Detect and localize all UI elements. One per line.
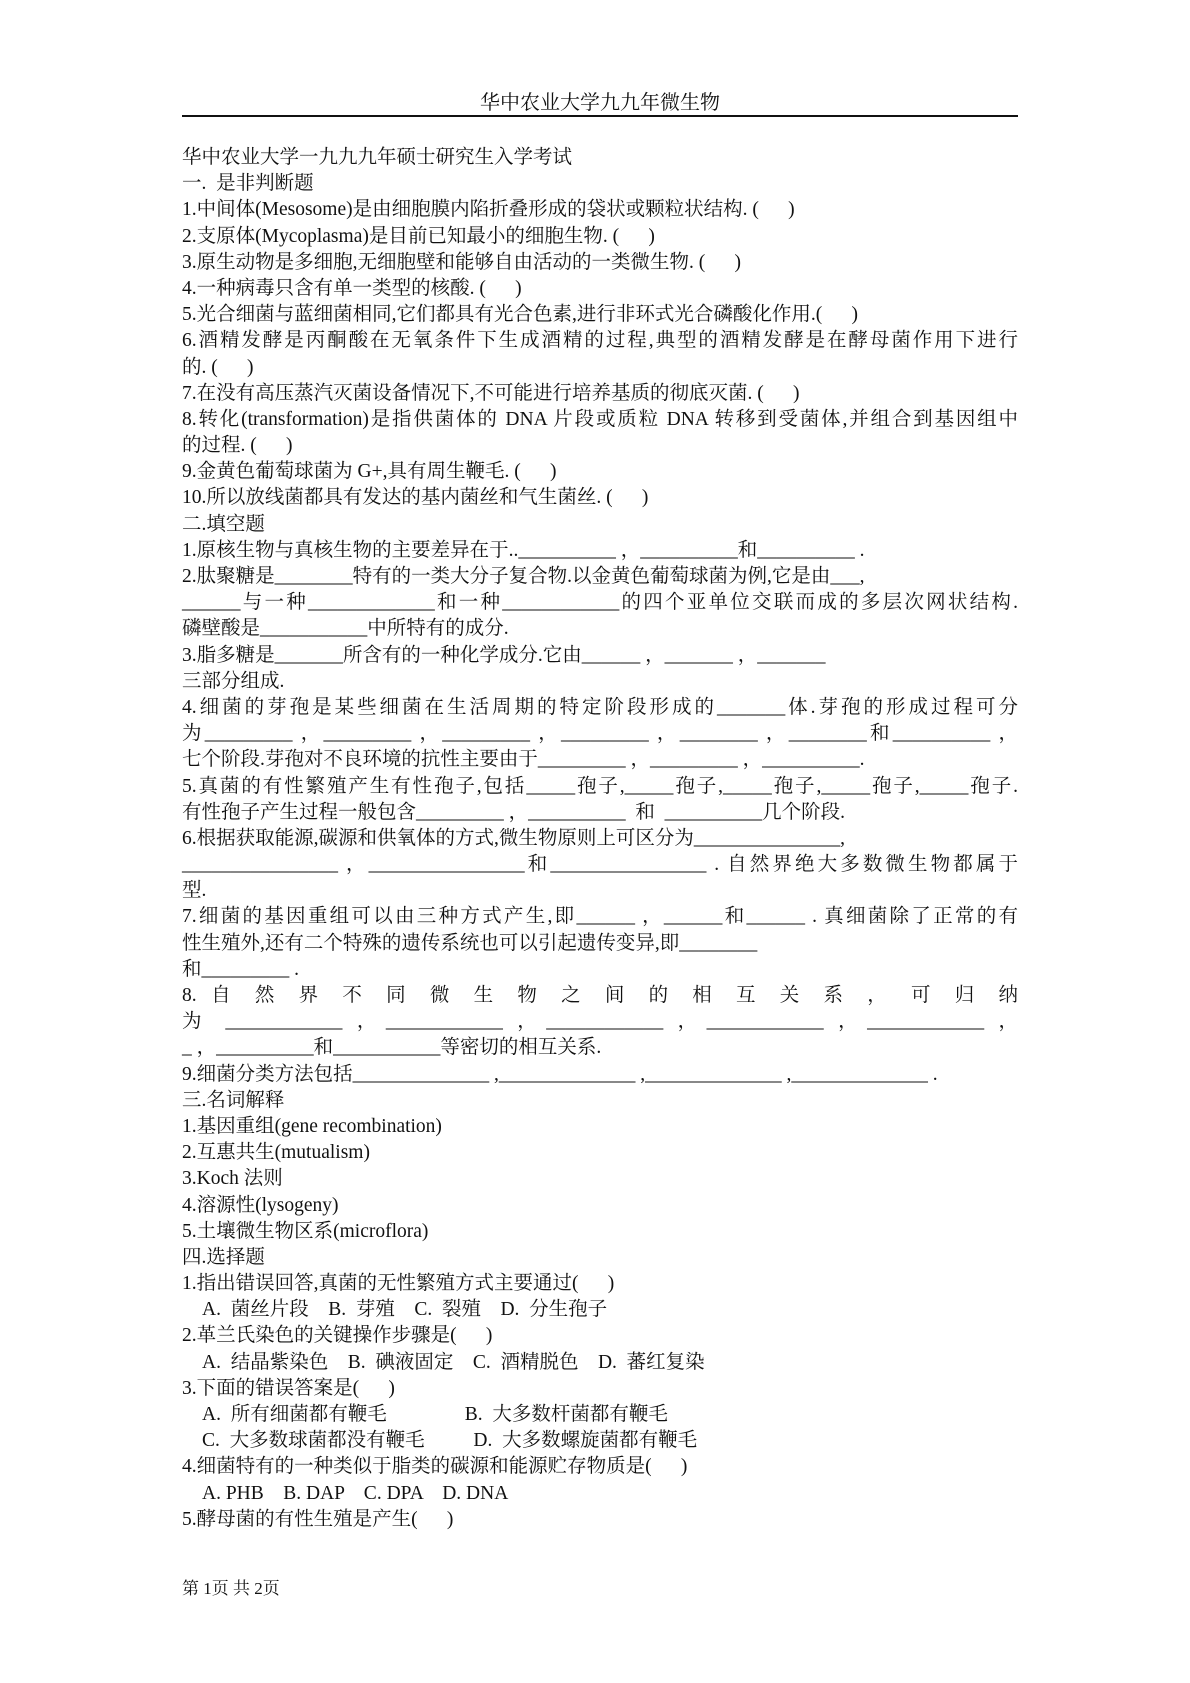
- text-line: 2.革兰氏染色的关键操作步骤是( ): [182, 1325, 493, 1347]
- text-line: 10.所以放线菌都具有发达的基内菌丝和气生菌丝. ( ): [182, 487, 649, 509]
- text-line: 9.金黄色葡萄球菌为 G+,具有周生鞭毛. ( ): [182, 461, 557, 483]
- text-line: 1.基因重组(gene recombination): [182, 1115, 442, 1137]
- text-line: 为_________ ，_________ ，_________ ，_________ ，________ ，________和__________ ，: [182, 723, 1018, 745]
- text-line: 3.Koch 法则: [182, 1168, 283, 1190]
- text-line: 2.支原体(Mycoplasma)是目前已知最小的细胞生物. ( ): [182, 225, 655, 247]
- text-line: 8.转化(transformation)是指供菌体的 DNA 片段或质粒 DNA 转移到受菌体,并组合到基因组中: [182, 408, 1018, 430]
- text-line: 三部分组成.: [182, 670, 285, 692]
- page-header-title: 华中农业大学九九年微生物: [480, 92, 720, 114]
- header-rule: [182, 115, 1018, 117]
- text-line: 6.酒精发酵是丙酮酸在无氧条件下生成酒精的过程,典型的酒精发酵是在酵母菌作用下进行: [182, 330, 1018, 352]
- text-line: 有性孢子产生过程一般包含_________ ，__________ 和 __________几个阶段.: [182, 801, 846, 823]
- text-line: _ ，__________和___________等密切的相互关系.: [182, 1037, 602, 1059]
- text-line: 二.填空题: [182, 513, 265, 535]
- text-line: 的. ( ): [182, 356, 254, 378]
- text-line: 5.真菌的有性繁殖产生有性孢子,包括_____孢子,_____孢子,_____孢子,_____孢子,_____孢子.: [182, 775, 1018, 797]
- text-line: 和_________ .: [182, 958, 300, 980]
- text-line: 4.细菌特有的一种类似于脂类的碳源和能源贮存物质是( ): [182, 1456, 688, 1478]
- text-line: 2.肽聚糖是________特有的一类大分子复合物.以金黄色葡萄球菌为例,它是由___,: [182, 566, 865, 587]
- text-line: 的过程. ( ): [182, 435, 293, 457]
- text-line: 5.光合细菌与蓝细菌相同,它们都具有光合色素,进行非环式光合磷酸化作用.( ): [182, 304, 858, 326]
- text-line: 一. 是非判断题: [182, 173, 314, 195]
- text-line: 七个阶段.芽孢对不良环境的抗性主要由于_________ ，_________ ，__________.: [182, 749, 865, 771]
- text-line: C. 大多数球菌都没有鞭毛 D. 大多数螺旋菌都有鞭毛: [202, 1430, 698, 1452]
- text-line: 性生殖外,还有二个特殊的遗传系统也可以引起遗传变异,即________: [182, 932, 758, 954]
- text-line: 4.细菌的芽孢是某些细菌在生活周期的特定阶段形成的_______体.芽孢的形成过程可分: [182, 696, 1018, 718]
- text-line: 1.指出错误回答,真菌的无性繁殖方式主要通过( ): [182, 1273, 615, 1295]
- text-line: 7.在没有高压蒸汽灭菌设备情况下,不可能进行培养基质的彻底灭菌. ( ): [182, 382, 800, 404]
- text-line: 3.原生动物是多细胞,无细胞壁和能够自由活动的一类微生物. ( ): [182, 251, 741, 273]
- text-line: 6.根据获取能源,碳源和供氧体的方式,微生物原则上可区分为_______________,: [182, 827, 846, 849]
- text-line: 3.下面的错误答案是( ): [182, 1377, 395, 1399]
- text-line: 8. 自 然 界 不 同 微 生 物 之 间 的 相 互 关 系 ， 可 归 纳: [182, 985, 1018, 1006]
- text-line: A. 所有细菌都有鞭毛 B. 大多数杆菌都有鞭毛: [202, 1404, 668, 1425]
- text-line: 9.细菌分类方法包括______________ ,______________ ,______________ ,______________ .: [182, 1063, 938, 1085]
- text-line: ______与一种_____________和一种____________的四个亚单位交联而成的多层次网状结构.: [182, 592, 1018, 614]
- text-line: 为 ____________ ，____________ ，____________ ，____________ ，____________ ，: [182, 1011, 1018, 1033]
- text-line: 5.酵母菌的有性生殖是产生( ): [182, 1508, 454, 1530]
- document-body: [182, 145, 1018, 1533]
- page-footer: 第 1页 共 2页: [182, 1579, 280, 1598]
- text-line: ________________ ，________________和________________ . 自然界绝大多数微生物都属于: [182, 854, 1018, 876]
- text-line: 4.溶源性(lysogeny): [182, 1194, 339, 1216]
- text-line: 三.名词解释: [182, 1089, 285, 1111]
- text-line: A. 结晶紫染色 B. 碘液固定 C. 酒精脱色 D. 蕃红复染: [202, 1351, 705, 1373]
- text-line: 4.一种病毒只含有单一类型的核酸. ( ): [182, 277, 522, 299]
- text-line: 5.土壤微生物区系(microflora): [182, 1220, 429, 1242]
- text-line: 1.中间体(Mesosome)是由细胞膜内陷折叠形成的袋状或颗粒状结构. ( ): [182, 199, 795, 221]
- text-line: 四.选择题: [182, 1246, 265, 1268]
- text-line: 7.细菌的基因重组可以由三种方式产生,即______ ，______和______ . 真细菌除了正常的有: [182, 906, 1018, 928]
- text-line: A. PHB B. DAP C. DPA D. DNA: [202, 1482, 509, 1504]
- text-line: A. 菌丝片段 B. 芽殖 C. 裂殖 D. 分生孢子: [202, 1299, 608, 1321]
- text-line: 磷壁酸是___________中所特有的成分.: [182, 618, 509, 640]
- text-line: 型.: [182, 880, 207, 902]
- text-line: 2.互惠共生(mutualism): [182, 1142, 370, 1164]
- text-line: 1.原核生物与真核生物的主要差异在于..__________ ，__________和__________ .: [182, 539, 865, 561]
- text-line: 华中农业大学一九九九年硕士研究生入学考试: [182, 147, 573, 168]
- text-line: 3.脂多糖是_______所含有的一种化学成分.它由______ ，_______ ，_______: [182, 644, 826, 666]
